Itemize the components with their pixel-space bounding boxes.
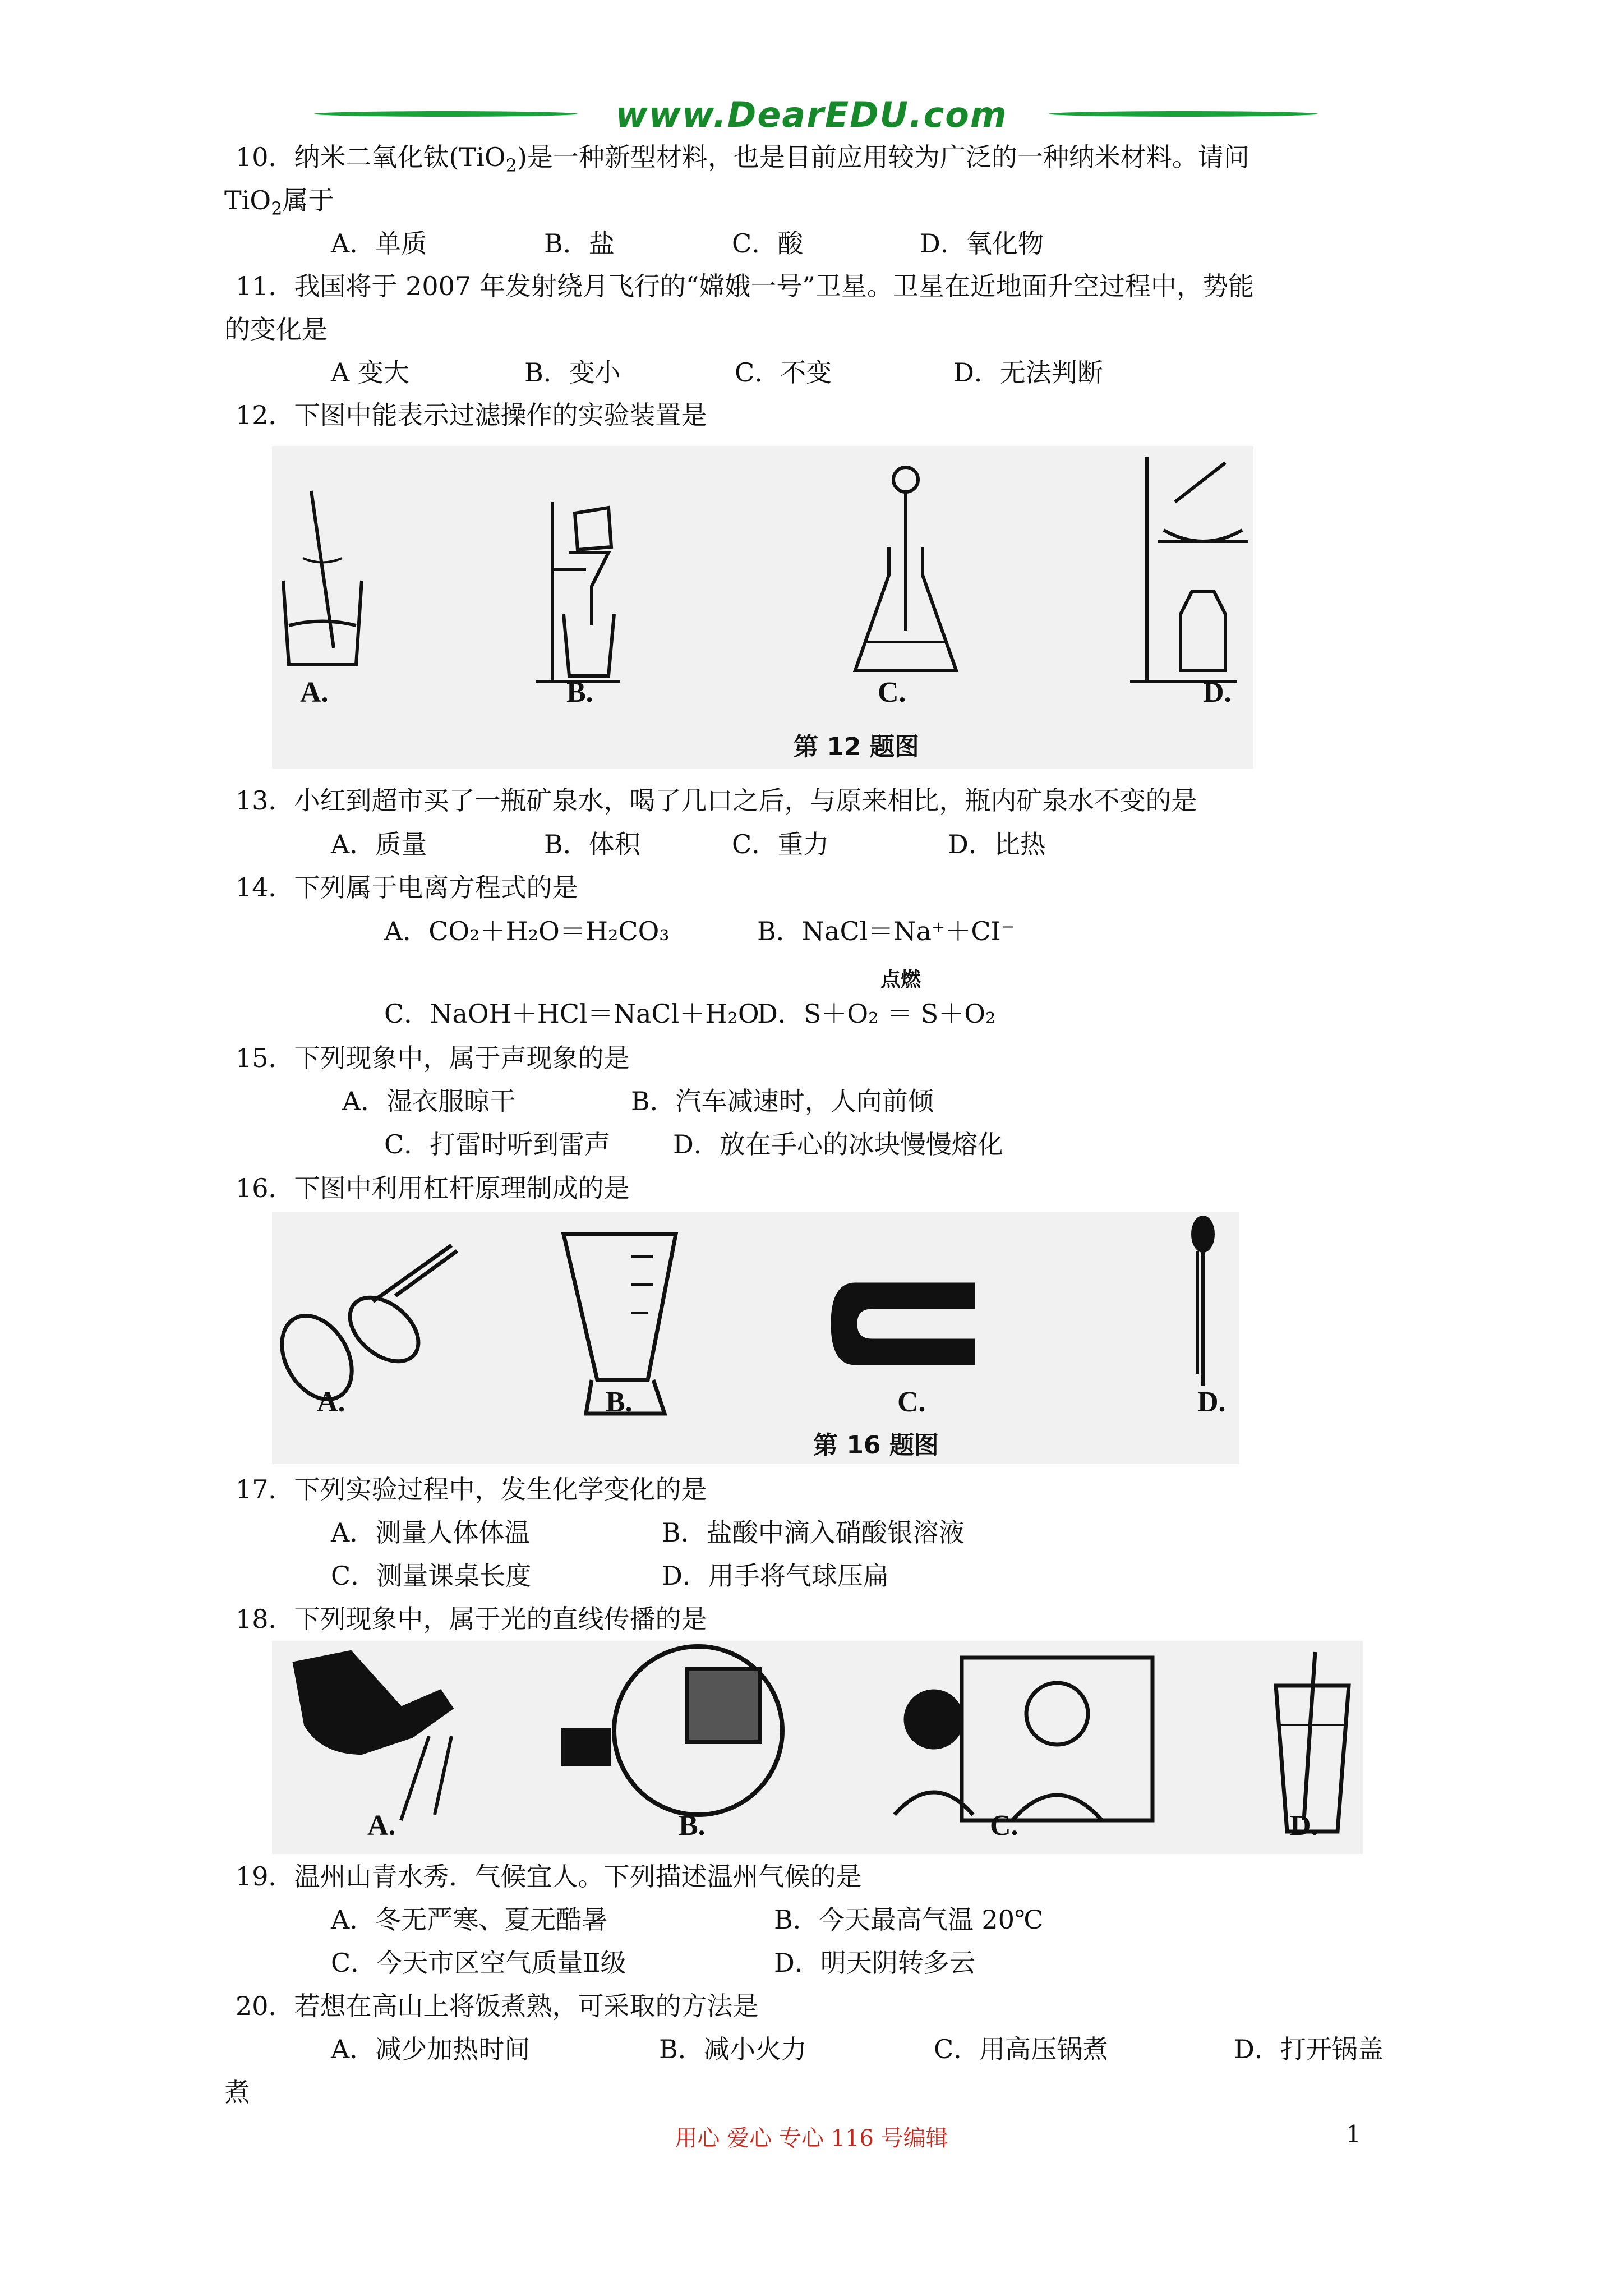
q10-option-b: B．盐 <box>544 228 615 259</box>
q17-option-b: B．盐酸中滴入硝酸银溶液 <box>662 1517 965 1548</box>
q10-option-d: D．氧化物 <box>920 228 1044 259</box>
q14-option-b: B．NaCl＝Na⁺＋CI⁻ <box>757 916 1015 946</box>
stirring-beaker-icon <box>283 491 362 665</box>
q11-option-d: D．无法判断 <box>953 357 1103 388</box>
q10-line1: 10．纳米二氧化钛(TiO$_2$)是一种新型材料，也是目前应用较为广泛的一种纳米材料。请问 <box>236 142 1249 176</box>
q16-label-a: A. <box>317 1386 345 1418</box>
page-number: 1 <box>1346 2120 1361 2148</box>
q11-line1: 11．我国将于 2007 年发射绕月飞行的“嫦娥一号”卫星。卫星在近地面升空过程中，势能 <box>236 271 1254 301</box>
q16-caption: 第 16 题图 <box>813 1431 939 1460</box>
q17-option-d: D．用手将气球压扁 <box>662 1561 889 1591</box>
q12-label-d: D. <box>1203 677 1232 708</box>
q14-option-c: C．NaOH＋HCl＝NaCl＋H₂O <box>384 999 759 1029</box>
q11-option-b: B．变小 <box>524 357 621 388</box>
magnet-icon <box>833 1285 973 1363</box>
q13-option-d: D．比热 <box>948 829 1046 859</box>
q19-option-c: C．今天市区空气质量Ⅱ级 <box>331 1948 626 1978</box>
q16-label-d: D. <box>1197 1386 1226 1418</box>
q20-option-c: C．用高压锅煮 <box>934 2034 1109 2064</box>
burner-stand-icon <box>1130 457 1248 682</box>
q16-label-b: B. <box>606 1386 633 1418</box>
q15-option-c: C．打雷时听到雷声 <box>384 1129 611 1159</box>
footer-text: 用心 爱心 专心 116 号编辑 <box>675 2125 948 2151</box>
q12-line1: 12．下图中能表示过滤操作的实验装置是 <box>236 400 707 430</box>
q19-line1: 19．温州山青水秀．气候宜人。下列描述温州气候的是 <box>236 1861 862 1892</box>
q15-option-a: A．湿衣服晾干 <box>342 1086 516 1116</box>
q18-scene-drawings <box>272 1641 1363 1854</box>
q15-option-d: D．放在手心的冰块慢慢熔化 <box>673 1129 1003 1159</box>
q13-option-c: C．重力 <box>732 829 829 859</box>
q18-label-c: C. <box>990 1810 1018 1842</box>
q12-figure <box>272 446 1253 769</box>
hand-shadow-icon <box>294 1652 451 1820</box>
q10-option-c: C．酸 <box>732 228 804 259</box>
q12-apparatus-drawings <box>272 446 1253 769</box>
q14-option-d: D．S＋O₂ ＝ S＋O₂ <box>757 999 996 1029</box>
q12-label-b: B. <box>566 677 593 708</box>
filter-funnel-icon <box>536 502 620 682</box>
q18-line1: 18．下列现象中，属于光的直线传播的是 <box>236 1604 707 1634</box>
q14-option-a: A．CO₂＋H₂O＝H₂CO₃ <box>384 916 670 946</box>
q20-option-a: A．减少加热时间 <box>331 2034 531 2064</box>
scissors-icon <box>272 1245 457 1412</box>
q20-option-b: B．减小火力 <box>659 2034 807 2064</box>
glass-straw-icon <box>1276 1652 1349 1832</box>
q12-caption: 第 12 题图 <box>794 733 919 761</box>
q17-line1: 17．下列实验过程中，发生化学变化的是 <box>236 1474 707 1504</box>
q12-label-a: A. <box>300 677 329 708</box>
q18-figure <box>272 1641 1363 1854</box>
q15-line1: 15．下列现象中，属于声现象的是 <box>236 1043 630 1073</box>
q10-option-a: A．单质 <box>331 228 427 259</box>
q17-option-c: C．测量课桌长度 <box>331 1561 532 1591</box>
magnifier-icon <box>564 1646 782 1815</box>
q18-label-a: A. <box>367 1810 396 1842</box>
q14-ignite-label: 点燃 <box>880 968 921 991</box>
q16-figure <box>272 1212 1239 1464</box>
q12-label-c: C. <box>878 677 906 708</box>
mirror-reflection-icon <box>895 1658 1152 1820</box>
q16-line1: 16．下图中利用杠杆原理制成的是 <box>236 1173 630 1203</box>
q18-label-d: D. <box>1290 1810 1318 1842</box>
q13-option-b: B．体积 <box>544 829 640 859</box>
dropper-icon <box>1193 1217 1213 1386</box>
q18-label-b: B. <box>679 1810 706 1842</box>
q11-option-a: A 变大 <box>331 357 409 388</box>
q13-line1: 13．小红到超市买了一瓶矿泉水，喝了几口之后，与原来相比，瓶内矿泉水不变的是 <box>236 785 1197 816</box>
q20-line1: 20．若想在高山上将饭煮熟，可采取的方法是 <box>236 1991 759 2021</box>
q10-line2: TiO$_2$属于 <box>224 185 334 219</box>
q15-option-b: B．汽车减速时，人向前倾 <box>631 1086 934 1116</box>
q20-option-d: D．打开锅盖 <box>1234 2034 1384 2064</box>
q14-line1: 14．下列属于电离方程式的是 <box>236 872 578 903</box>
q11-line2: 的变化是 <box>224 314 328 344</box>
site-header: www.DearEDU.com <box>615 94 1008 135</box>
conical-flask-icon <box>855 467 956 670</box>
q16-label-c: C. <box>897 1386 926 1418</box>
q16-tool-drawings <box>272 1212 1239 1464</box>
q19-option-b: B．今天最高气温 20℃ <box>774 1904 1044 1935</box>
q19-option-d: D．明天阴转多云 <box>774 1948 975 1978</box>
q17-option-a: A．测量人体体温 <box>331 1517 531 1548</box>
q13-option-a: A．质量 <box>331 829 427 859</box>
q11-option-c: C．不变 <box>735 357 832 388</box>
q20-line3: 煮 <box>224 2077 250 2108</box>
q19-option-a: A．冬无严寒、夏无酷暑 <box>331 1904 608 1935</box>
